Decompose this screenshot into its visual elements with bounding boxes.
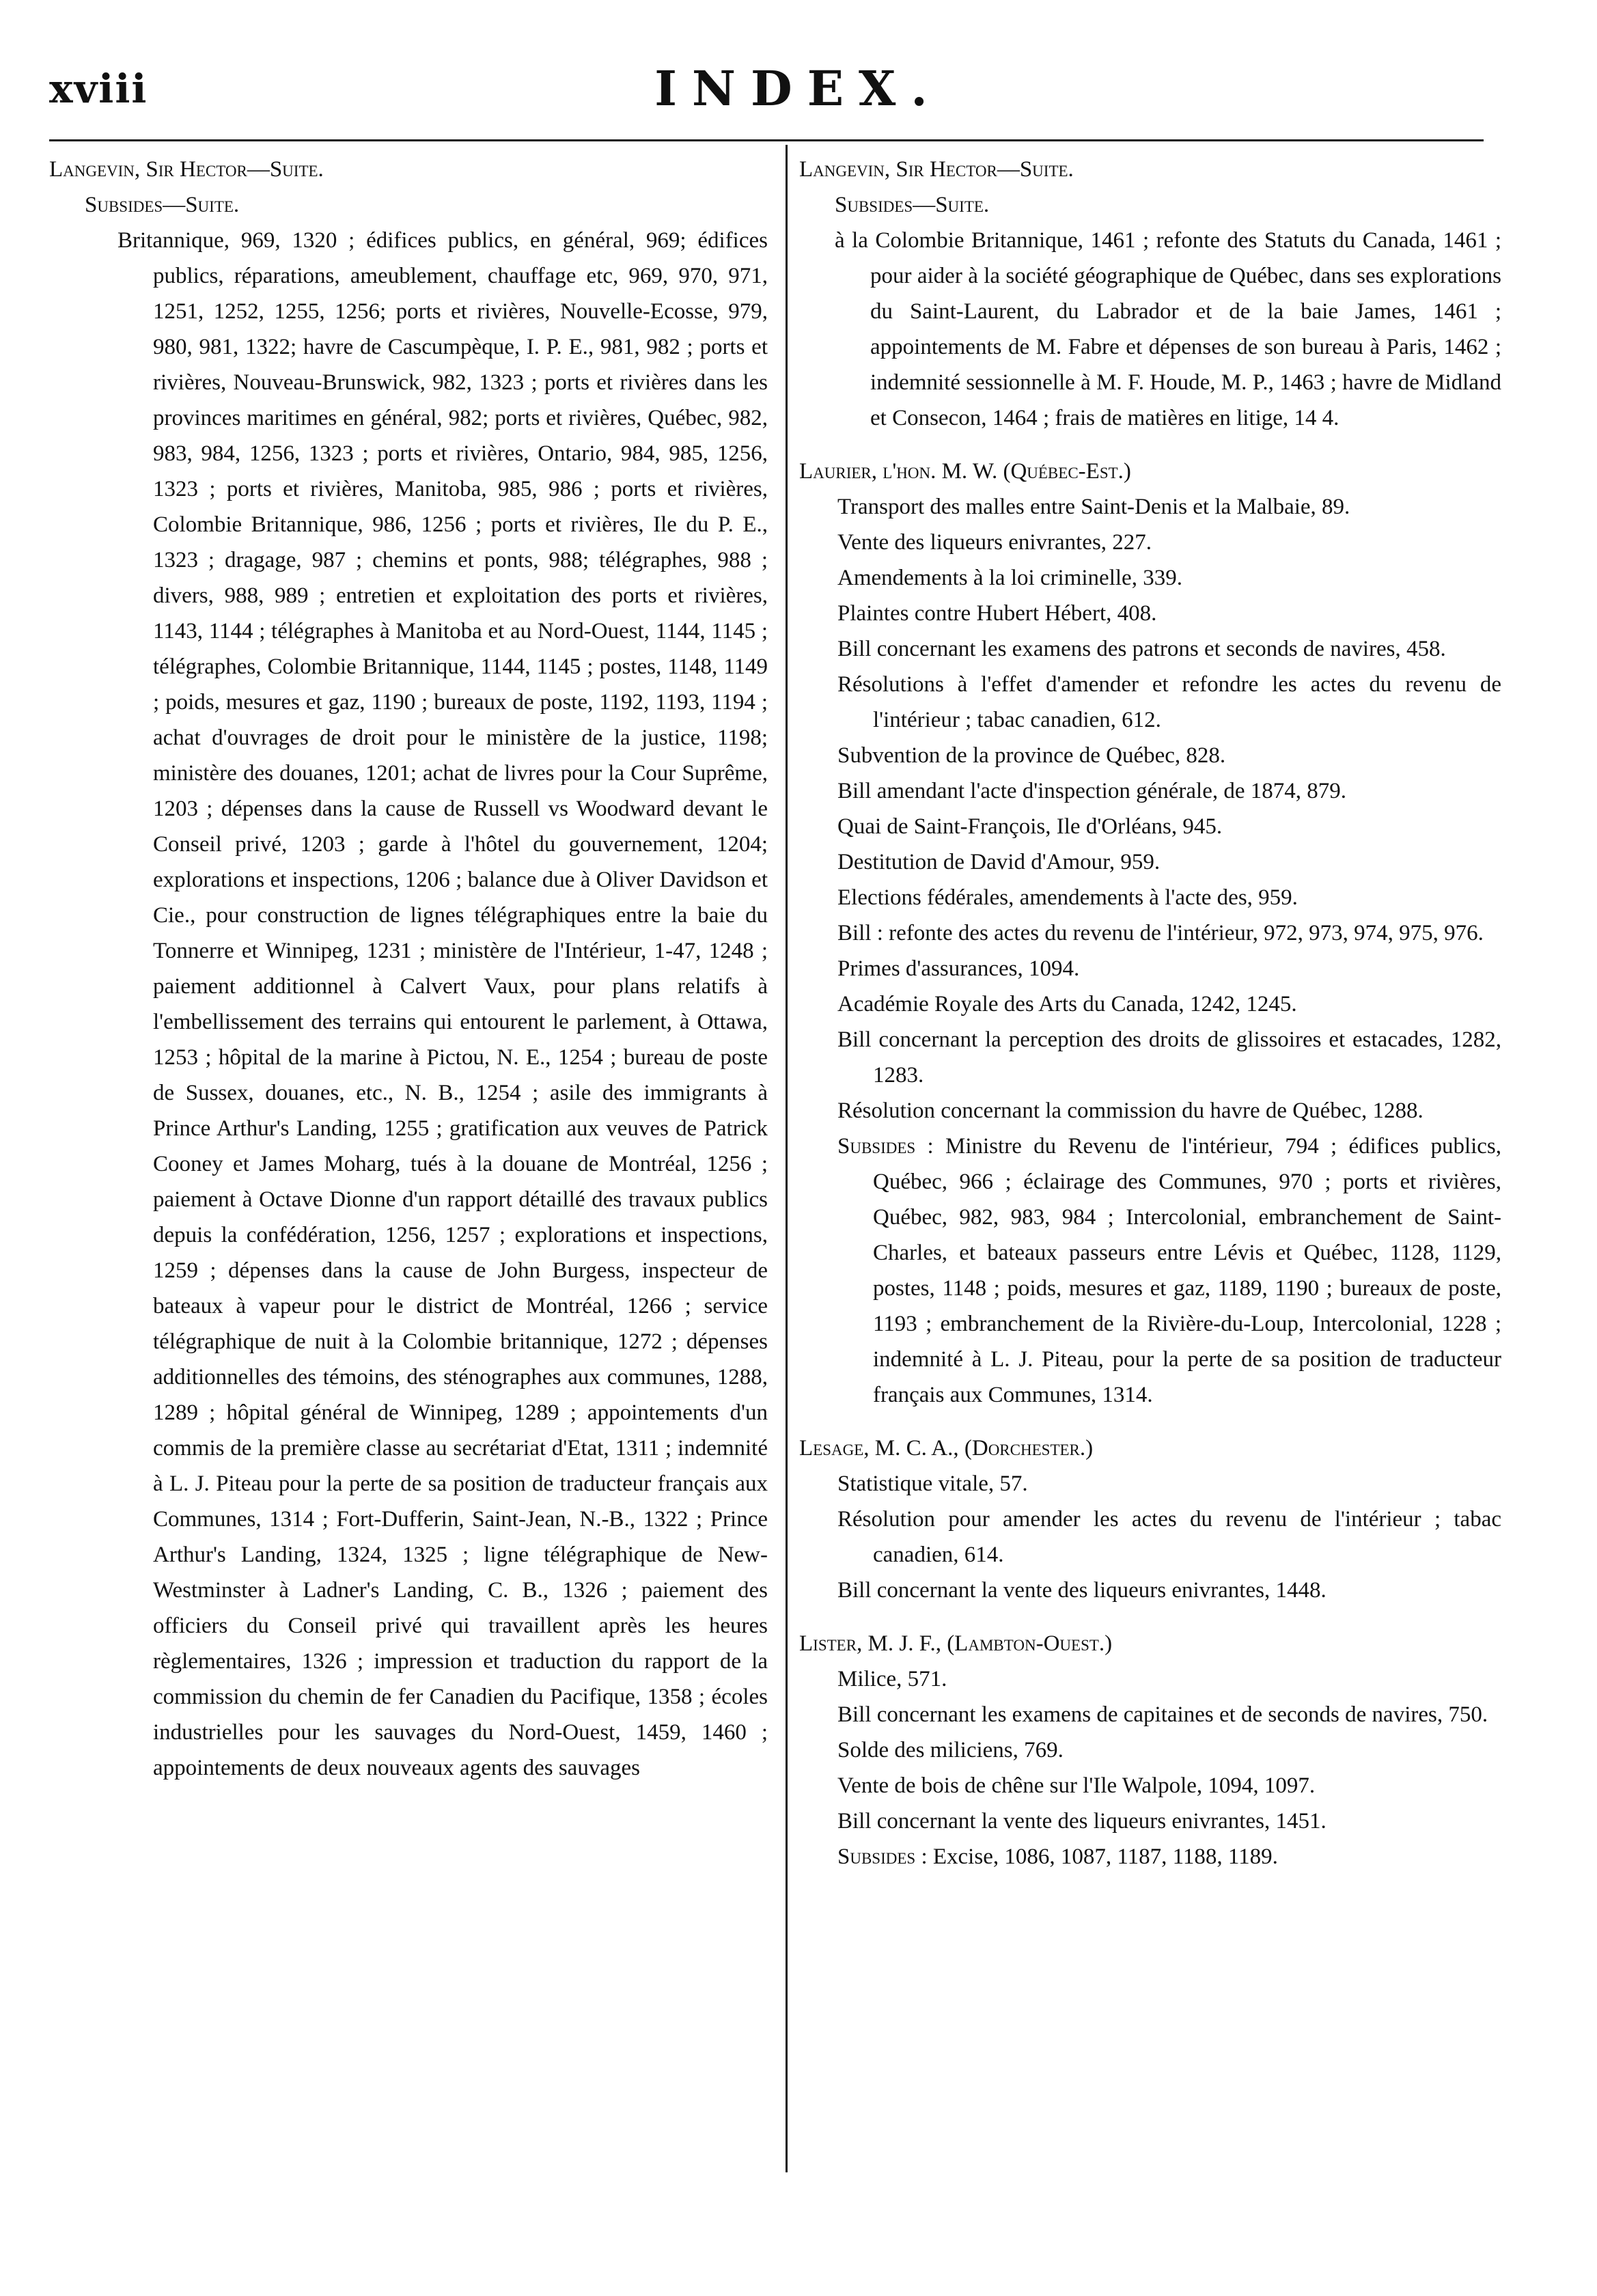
subsides-paragraph: Britannique, 969, 1320 ; édifices publics, en général, 969; édifices publics, réparations, ameublement, chauffage etc, 969, 970, 971, 1251, 1252, 1255, 1256; ports et rivières, Nouvelle-Ecosse, 979, 980, 981, 1322; havre de Cascumpèque, I. P. E., 981, 982 ; ports et rivières, Nouveau-Brunswick, 982, 1323 ; ports et rivières dans les provinces maritimes en général, 982; ports et rivières, Québec, 982, 983, 984, 1256, 1323 ; ports et rivières, Ontario, 984, 985, 1256, 1323 ; ports et rivières, Manitoba, 985, 986 ; ports et rivières, Colombie Britannique, 986, 1256 ; ports et rivières, Ile du P. E., 1323 ; dragage, 987 ; chemins et ponts, 988; télégraphes, 988 ; divers, 988, 989 ; entretien et exploitation des ports et rivières, 1143, 1144 ; télégraphes à Manitoba et au Nord-Ouest, 1144, 1145 ; télégraphes, Colombie Britannique, 1144, 1145 ; postes, 1148, 1149 ; poids, mesures et gaz, 1190 ; bureaux de poste, 1192, 1193, 1194 ; achat d'ouvrages de droit pour le ministère de la justice, 1198; ministère des douanes, 1201; achat de livres pour la Cour Suprême, 1203 ; dépenses dans la cause de Russell vs Woodward devant le Conseil privé, 1203 ; garde à l'hôtel du gouvernement, 1204; explorations et inspections, 1206 ; balance due à Oliver Davidson et Cie., pour construction de lignes télégraphiques entre la baie du Tonnerre et Winnipeg, 1231 ; ministère de l'Intérieur, 1-47, 1248 ; paiement additionnel à Calvert Vaux, pour plans relatifs à l'embellissement des terrains qui entourent le parlement, à Ottawa, 1253 ; hôpital de la marine à Pictou, N. E., 1254 ; bureau de poste de Sussex, douanes, etc., N. B., 1254 ; asile des immigrants à Prince Arthur's Landing, 1255 ; gratification aux veuves de Patrick Cooney et James Moharg, tués à la douane de Montréal, 1256 ; paiement à Octave Dionne d'un rapport détaillé des travaux publics depuis la confédération, 1256, 1257 ; explorations et inspections, 1259 ; dépenses dans la cause de John Burgess, inspecteur de bateaux à vapeur pour le district de Montréal, 1266 ; service télégraphique de nuit à la Colombie britannique, 1272 ; dépenses additionnelles des témoins, des sténographes aux communes, 1288, 1289 ; hôpital général de Winnipeg, 1289 ; appointements d'un commis de la première classe au secrétariat d'Etat, 1311 ; indemnité à L. J. Piteau pour la perte de sa position de traducteur français aux Communes, 1314 ; Fort-Dufferin, Saint-Jean, N.-B., 1322 ; Prince Arthur's Landing, 1324, 1325 ; ligne télégraphique de New-Westminster à Ladner's Landing, C. B., 1326 ; paiement des officiers du Conseil privé qui travaillent après les heures règlementaires, 1326 ; impression et traduction du rapport de la commission du chemin de fer Canadien du Pacifique, 1358 ; écoles industrielles pour les sauvages du Nord-Ouest, 1459, 1460 ; appointements de deux nouveaux agents des sauvages xyxy=(117,228,768,1780)
subsides-text: Ministre du Revenu de l'intérieur, 794 ; édifices publics, Québec, 966 ; éclairage des Communes, 970 ; ports et rivières, Québec, 982, 983, 984 ; Intercolonial, embranchement de Saint-Charles, et bateaux passeurs entre Lévis et Québec, 1128, 1129, postes, 1148 ; poids, mesures et gaz, 1189, 1190 ; bureaux de poste, 1193 ; embranchement de la Rivière-du-Loup, Intercolonial, 1228 ; indemnité à L. J. Piteau, pour la perte de sa position de traducteur français aux Communes, 1314. xyxy=(873,1134,1502,1407)
subsides-label: Subsides : xyxy=(837,1844,928,1869)
subsides-block xyxy=(799,1129,1501,1413)
subsides-label: Subsides : xyxy=(837,1134,934,1159)
subheading-subsides: Subsides—Suite. xyxy=(85,193,240,217)
index-line: Primes d'assurances, 1094. xyxy=(837,956,1080,981)
entry-heading-langevin: Langevin, Sir Hector—Suite. xyxy=(49,157,324,182)
index-line: Résolution concernant la commission du havre de Québec, 1288. xyxy=(837,1098,1424,1123)
index-line: Bill : refonte des actes du revenu de l'intérieur, 972, 973, 974, 975, 976. xyxy=(837,921,1484,945)
subsides-paragraph: à la Colombie Britannique, 1461 ; refonte des Statuts du Canada, 1461 ; pour aider à la société géographique de Québec, dans ses explorations du Saint-Laurent, du Labrador et de la baie James, 1461 ; appointements de M. Fabre et dépenses de son bureau à Paris, 1462 ; indemnité sessionnelle à M. F. Houde, M. P., 1463 ; havre de Midland et Consecon, 1464 ; frais de matières en litige, 14 4. xyxy=(835,228,1501,430)
index-line: Plaintes contre Hubert Hébert, 408. xyxy=(837,601,1157,626)
left-column xyxy=(49,152,768,1786)
index-line: Bill amendant l'acte d'inspection générale, de 1874, 879. xyxy=(837,779,1346,803)
subheading-subsides: Subsides—Suite. xyxy=(835,193,990,217)
subsides-text: Excise, 1086, 1087, 1187, 1188, 1189. xyxy=(932,1844,1278,1869)
page-number: xviii xyxy=(49,66,148,112)
entry-lister xyxy=(799,1626,1501,1875)
entry-langevin-cont xyxy=(799,152,1501,436)
right-column xyxy=(799,152,1501,1892)
entry-lesage xyxy=(799,1430,1501,1608)
index-line: Bill concernant les examens de capitaines et de seconds de navires, 750. xyxy=(837,1702,1488,1727)
index-line: Résolutions à l'effet d'amender et refondre les actes du revenu de l'intérieur ; tabac canadien, 612. xyxy=(837,672,1501,732)
index-line: Subvention de la province de Québec, 828. xyxy=(837,743,1226,768)
index-line: Amendements à la loi criminelle, 339. xyxy=(837,566,1182,590)
column-divider xyxy=(786,145,788,2172)
index-line: Elections fédérales, amendements à l'acte des, 959. xyxy=(837,885,1298,910)
subsides-block xyxy=(799,1839,1501,1875)
entry-heading-lister: Lister, M. J. F., (Lambton-Ouest.) xyxy=(799,1631,1113,1656)
index-line: Statistique vitale, 57. xyxy=(837,1471,1028,1496)
index-line: Bill concernant la vente des liqueurs enivrantes, 1448. xyxy=(837,1578,1327,1603)
index-line: Solde des miliciens, 769. xyxy=(837,1738,1064,1762)
index-line: Résolution pour amender les actes du revenu de l'intérieur ; tabac canadien, 614. xyxy=(837,1507,1501,1567)
index-line: Destitution de David d'Amour, 959. xyxy=(837,850,1161,874)
running-title: INDEX. xyxy=(654,60,943,117)
entry-heading-laurier: Laurier, l'hon. M. W. (Québec-Est.) xyxy=(799,459,1131,484)
index-line: Quai de Saint-François, Ile d'Orléans, 945. xyxy=(837,814,1223,839)
header-rule xyxy=(49,139,1484,141)
index-line: Académie Royale des Arts du Canada, 1242, 1245. xyxy=(837,992,1297,1016)
index-line: Bill concernant les examens des patrons et seconds de navires, 458. xyxy=(837,637,1446,661)
entry-laurier xyxy=(799,454,1501,1413)
index-line: Milice, 571. xyxy=(837,1667,947,1691)
index-line: Bill concernant la vente des liqueurs enivrantes, 1451. xyxy=(837,1809,1327,1834)
index-line: Transport des malles entre Saint-Denis et la Malbaie, 89. xyxy=(837,495,1350,519)
index-line: Bill concernant la perception des droits de glissoires et estacades, 1282, 1283. xyxy=(837,1027,1501,1088)
index-line: Vente de bois de chêne sur l'Ile Walpole, 1094, 1097. xyxy=(837,1773,1316,1798)
entry-heading-langevin: Langevin, Sir Hector—Suite. xyxy=(799,157,1074,182)
entry-heading-lesage: Lesage, M. C. A., (Dorchester.) xyxy=(799,1436,1094,1461)
index-line: Vente des liqueurs enivrantes, 227. xyxy=(837,530,1152,555)
